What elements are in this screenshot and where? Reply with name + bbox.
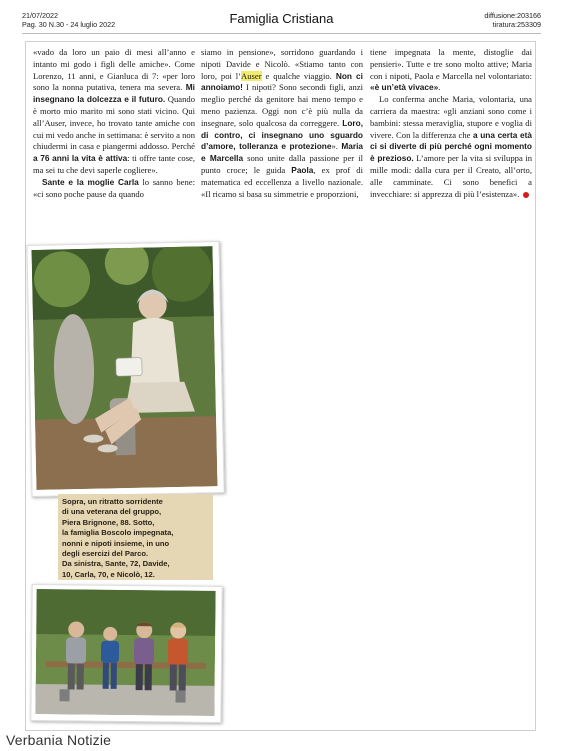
paragraph: tiene impegnata la mente, distoglie dai pensieri». Tutte e tre sono molto attive; Maria con i nipoti, Paola e Marcella nel volontariato: «è un’età vivace».	[370, 47, 532, 93]
bold-names: Maria e Marcella	[201, 141, 363, 164]
portrait-image	[31, 246, 217, 490]
portrait-photo	[26, 241, 224, 497]
end-mark-dot	[523, 192, 529, 198]
bold-quote: Mi insegnano la dolcezza e il futuro.	[33, 82, 195, 105]
paragraph: Sante e la moglie Carla lo sanno bene: «ci sono poche pause da quando	[33, 176, 195, 199]
bold-quote: «è un’età vivace»	[370, 82, 439, 93]
article-column-3	[370, 47, 532, 200]
header-rule	[22, 33, 541, 34]
issue-page: Pag. 30 N.30 - 24 luglio 2022	[22, 19, 116, 29]
paragraph: siamo in pensione», sorridono guardando i nipoti Davide e Nicolò. «Stiamo tanto con loro, poi l’Auser e qualche viaggio. Non ci annoiamo! I nipoti? Sono secondi figli, anzi meglio perché da genitore hai meno tempo e meno pazienza. Oggi non c’è più nulla da insegnare, solo qualcosa da correggere. Loro, di contro, ci insegnano uno sguardo d’amore, tolleranza e protezione». Maria e Marcella sono unite dalla passione per il punto croce; le guida Paola, ex prof di matematica ed eccellenza a livello nazionale. «Il ricamo si basa su simmetrie e proporzioni,	[201, 47, 363, 199]
publication-title: Famiglia Cristiana	[229, 11, 334, 26]
circulation-info	[484, 12, 541, 29]
bold-quote: Loro, di contro, ci insegnano uno sguardo d’amore, tolleranza e protezione	[201, 117, 363, 152]
highlighted-auser: Auser	[241, 70, 262, 81]
paragraph: «vado da loro un paio di mesi all’anno e intanto mi godo i figli delle amiche». Come Lorenzo, 11 anni, e Gianluca di 7: «per loro sono la nonna putativa, tenera ma severa. Mi insegnano la dolcezza e il futuro. Quando è morto mio marito mi sono stati vicino. Qui all’Auser, invece, ho trovato tante amiche con cui mi vedo anche in settimana: è servito a non chiudermi in casa e piangermi addosso. Perché a 76 anni la vita è attiva: ti offre tante cose, ma sei tu che devi saperle cogliere».	[33, 47, 196, 175]
bold-quote: Non ci annoiamo!	[201, 70, 363, 93]
family-photo	[30, 584, 222, 723]
circulation: diffusione:203166	[484, 11, 541, 20]
photo-caption: Sopra, un ritratto sorridente di una veterana del gruppo, Piera Brignone, 88. Sotto, la famiglia Boscolo impegnata, nonni e nipoti insieme, in uno degli esercizi del Parco. Da sinistra, Sante, 72, Davide, 10, Carla, 70, e Nicolò, 12.	[58, 494, 213, 580]
bold-name: Paola	[291, 164, 314, 175]
issue-date: 21/07/2022	[22, 11, 58, 20]
print-run: tiratura:253309	[492, 19, 541, 29]
paragraph: Lo conferma anche Maria, volontaria, una carriera da maestra: «gli anziani sono come i bambini: stessa meraviglia, stupore e voglia di vivere. Con la differenza che a una certa età ci si diverte di più perché ogni momento è prezioso. L’amore per la vita si sviluppa in mille modi: dalla cura per il Creato, all’orto, alle camminate. Ci sono benefici a invecchiare: si apprezza di più l’esistenza».	[370, 94, 532, 199]
family-image	[35, 589, 215, 716]
bold-quote: a 76 anni la vita è attiva	[33, 153, 128, 164]
source-watermark: Verbania Notizie	[6, 732, 112, 748]
article-column-2	[201, 47, 363, 200]
bold-quote: a una certa età ci si diverte di più perché ogni momento è prezioso.	[370, 129, 532, 164]
article-column-1	[33, 47, 195, 200]
bold-names: Sante e la moglie Carla	[42, 176, 139, 187]
